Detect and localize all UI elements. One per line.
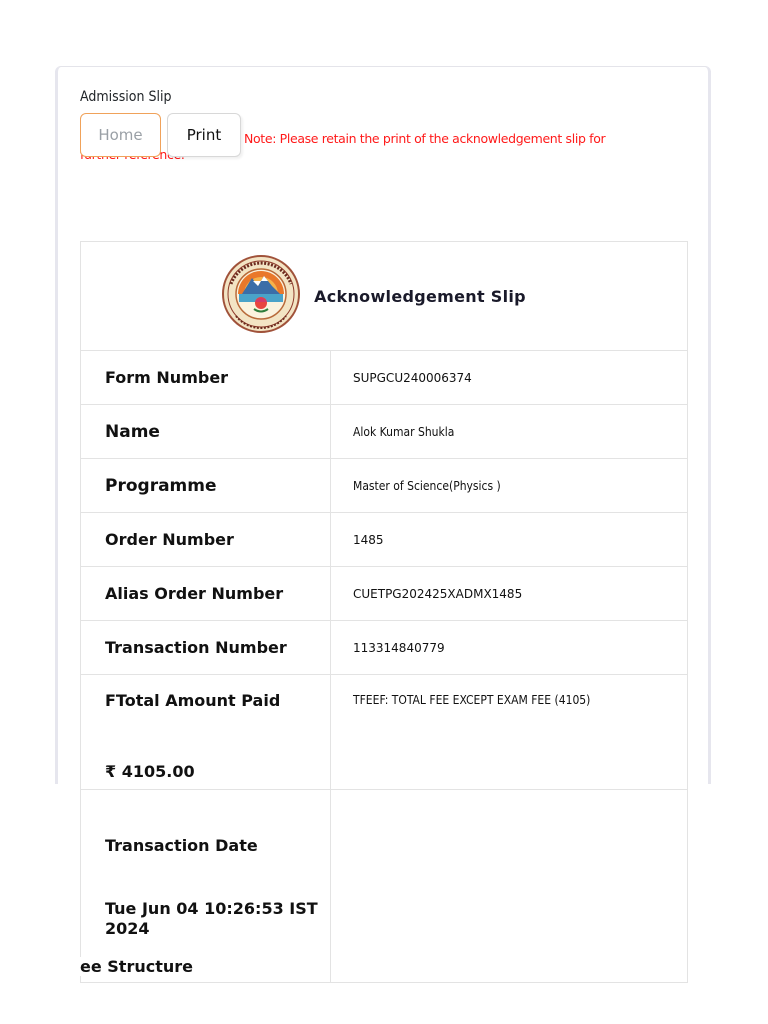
order-number-label: Order Number [81,513,331,567]
acknowledgement-table [80,241,688,983]
form-number-label: Form Number [81,351,331,405]
name-value: Alok Kumar Shukla [331,405,688,459]
retain-print-note [80,123,640,162]
form-number-value: SUPGCU240006374 [331,351,688,405]
table-row [81,405,688,459]
slip-header-row [81,242,688,351]
table-row [81,351,688,405]
transaction-date-label: Transaction Date [105,836,258,855]
alias-order-number-label: Alias Order Number [81,567,331,621]
name-label: Name [81,405,331,459]
table-row [81,567,688,621]
programme-label: Programme [81,459,331,513]
transaction-number-label: Transaction Number [81,621,331,675]
table-row [81,790,688,983]
university-emblem-icon [222,254,300,338]
transaction-number-value: 113314840779 [331,621,688,675]
fee-detail-value: TFEEF: TOTAL FEE EXCEPT EXAM FEE (4105) [331,675,688,790]
fee-structure-heading: ee Structure [80,957,197,976]
table-row [81,513,688,567]
table-row [81,459,688,513]
amount-paid-value: ₹ 4105.00 [105,762,195,781]
table-row [81,621,688,675]
home-button[interactable]: Home [80,113,161,157]
print-button[interactable]: Print [167,113,241,157]
programme-value: Master of Science(Physics ) [331,459,688,513]
amount-paid-label: FTotal Amount Paid [105,691,281,710]
order-number-value: 1485 [331,513,688,567]
slip-title: Acknowledgement Slip [314,286,526,306]
alias-order-number-value: CUETPG202425XADMX1485 [331,567,688,621]
table-row [81,675,688,790]
note-line-1: Note: Please retain the print of the acknowledgement slip for [244,131,606,146]
transaction-date-value: Tue Jun 04 10:26:53 IST 2024 [105,899,318,938]
page-title: Admission Slip [80,89,172,105]
